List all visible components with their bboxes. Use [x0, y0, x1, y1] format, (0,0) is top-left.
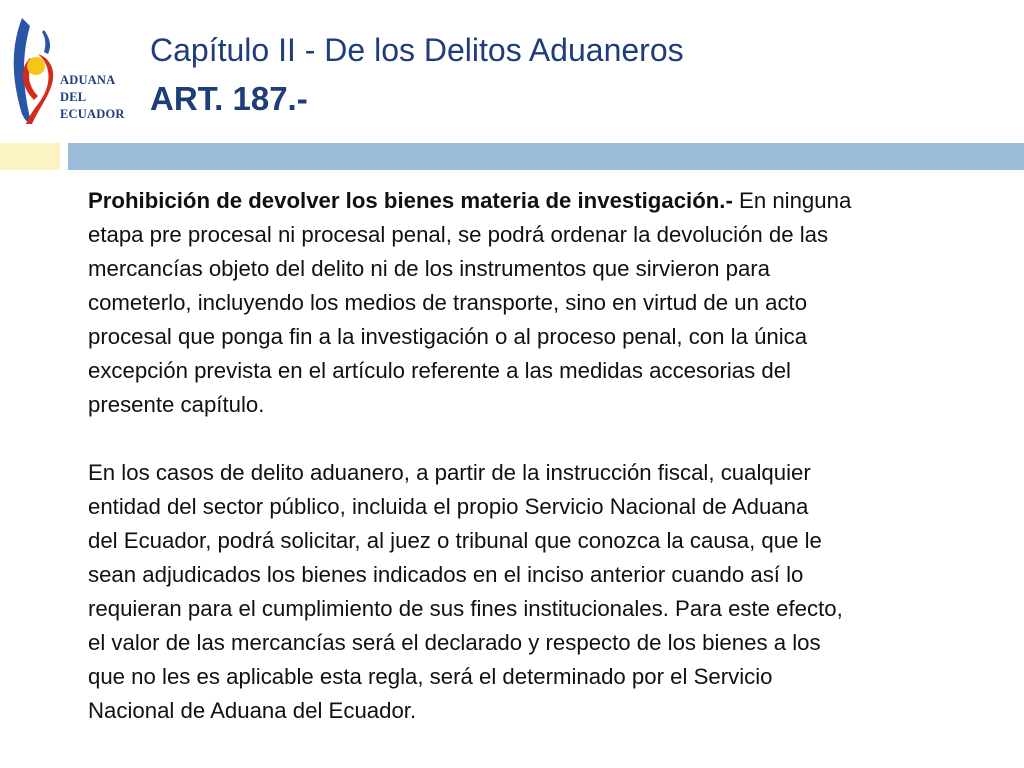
- paragraph-2-line: requieran para el cumplimiento de sus fines institucionales. Para este efecto,: [88, 596, 843, 621]
- logo-line-2: DEL: [60, 90, 87, 104]
- header-divider-accent: [0, 143, 60, 170]
- paragraph-1-line: excepción prevista en el artículo referente a las medidas accesorias del: [88, 358, 791, 383]
- paragraph-1-line: procesal que ponga fin a la investigación o al proceso penal, con la única: [88, 324, 808, 349]
- article-body: [88, 184, 988, 728]
- paragraph-2-line: Nacional de Aduana del Ecuador.: [88, 698, 417, 723]
- paragraph-1-line: presente capítulo.: [88, 392, 265, 417]
- logo-line-1: ADUANA: [60, 73, 116, 87]
- slide-title: Capítulo II - De los Delitos Aduaneros: [150, 32, 684, 68]
- paragraph-spacer: [88, 422, 988, 456]
- paragraph-2-line: sean adjudicados los bienes indicados en el inciso anterior cuando así lo: [88, 562, 804, 587]
- logo-line-3: ECUADOR: [60, 107, 125, 121]
- paragraph-2-line: que no les es aplicable esta regla, será el determinado por el Servicio: [88, 664, 773, 689]
- paragraph-1-lead: Prohibición de devolver los bienes materia de investigación.-: [88, 188, 733, 213]
- header-divider-bar: [68, 143, 1024, 170]
- paragraph-1-line: cometerlo, incluyendo los medios de transporte, sino en virtud de un acto: [88, 290, 808, 315]
- aduana-emblem-icon: [8, 14, 68, 129]
- paragraph-2-line: En los casos de delito aduanero, a partir de la instrucción fiscal, cualquier: [88, 460, 811, 485]
- paragraph-2-line: entidad del sector público, incluida el propio Servicio Nacional de Aduana: [88, 494, 809, 519]
- aduana-logo: [8, 14, 138, 129]
- paragraph-1-line: mercancías objeto del delito ni de los instrumentos que sirvieron para: [88, 256, 771, 281]
- paragraph-1-line: etapa pre procesal ni procesal penal, se podrá ordenar la devolución de las: [88, 222, 829, 247]
- paragraph-1: [88, 184, 988, 422]
- paragraph-2-line: del Ecuador, podrá solicitar, al juez o tribunal que conozca la causa, que le: [88, 528, 822, 553]
- logo-wordmark: [60, 72, 125, 123]
- paragraph-1-line: En ninguna: [732, 188, 852, 213]
- paragraph-2: [88, 456, 988, 728]
- paragraph-2-line: el valor de las mercancías será el declarado y respecto de los bienes a los: [88, 630, 821, 655]
- slide-subtitle: ART. 187.-: [150, 80, 308, 117]
